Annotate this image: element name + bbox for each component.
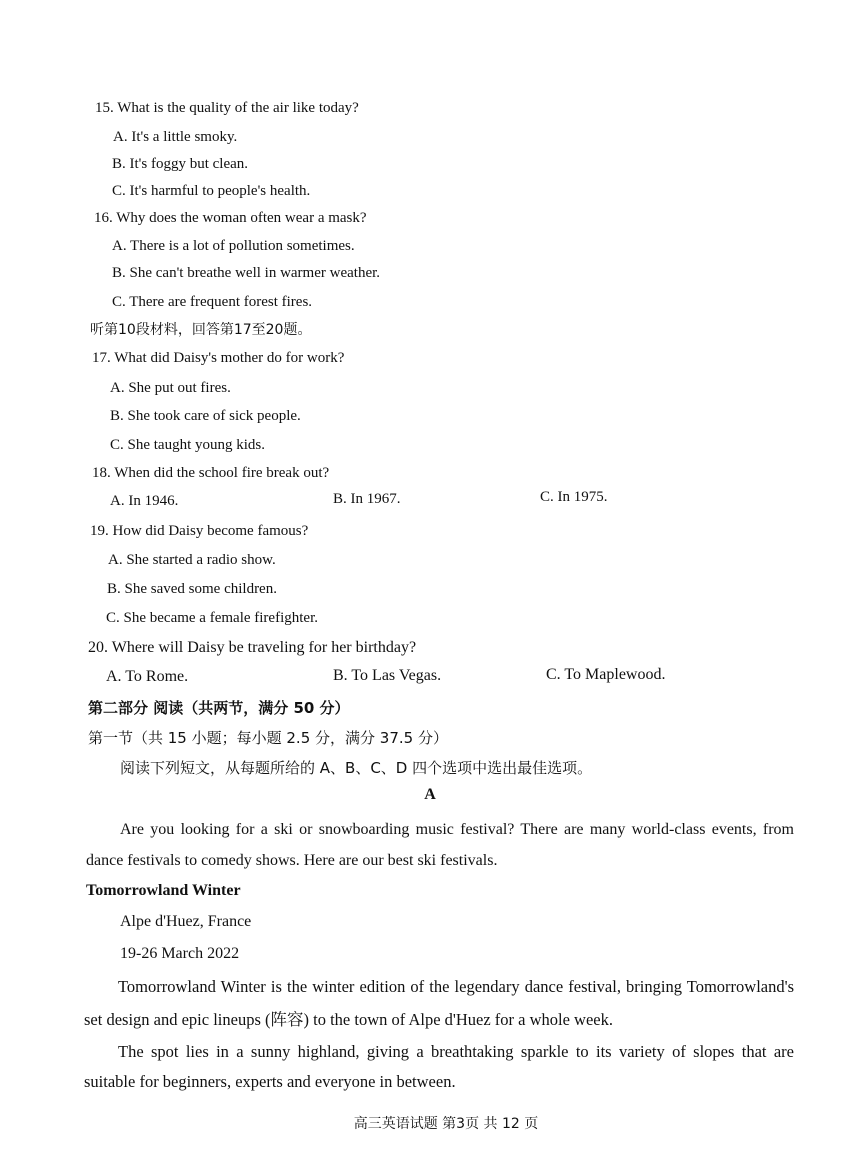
- question-20-option-c: C. To Maplewood.: [546, 666, 666, 683]
- question-20-option-a: A. To Rome.: [106, 668, 189, 685]
- question-18-stem: 18. When did the school fire break out?: [92, 465, 330, 481]
- question-19-option-b: B. She saved some children.: [107, 581, 277, 597]
- question-16-option-c: C. There are frequent forest fires.: [112, 294, 313, 310]
- passage-label: A: [424, 786, 436, 803]
- question-15-stem: 15. What is the quality of the air like today?: [95, 100, 359, 116]
- question-15-option-a: A. It's a little smoky.: [113, 129, 238, 145]
- question-19-stem: 19. How did Daisy become famous?: [90, 523, 309, 539]
- question-18-option-b: B. In 1967.: [333, 491, 401, 507]
- question-16-option-a: A. There is a lot of pollution sometimes.: [112, 238, 355, 254]
- part-2-title: 第二部分 阅读（共两节，满分 50 分）: [88, 699, 350, 717]
- question-18-option-c: C. In 1975.: [540, 489, 608, 505]
- question-17-option-b: B. She took care of sick people.: [110, 408, 301, 424]
- question-15-option-b: B. It's foggy but clean.: [112, 156, 249, 172]
- passage-paragraph-1: Tomorrowland Winter is the winter edition of the legendary dance festival, bringing Tomorrowland's set design and epic lineups (阵容) to the town of Alpe d'Huez for a whole week.: [84, 977, 794, 1029]
- question-18-option-a: A. In 1946.: [110, 493, 179, 509]
- passage-paragraph-2: The spot lies in a sunny highland, giving a breathtaking sparkle to its variety of slopes that are suitable for beginners, experts and everyone in between.: [84, 1042, 794, 1091]
- part-2-instruction: 阅读下列短文，从每题所给的 A、B、C、D 四个选项中选出最佳选项。: [120, 759, 593, 777]
- section-10-instruction: 听第10段材料，回答第17至20题。: [90, 322, 312, 338]
- question-17-stem: 17. What did Daisy's mother do for work?: [92, 350, 345, 366]
- festival-dates: 19-26 March 2022: [120, 945, 240, 962]
- question-15-option-c: C. It's harmful to people's health.: [112, 183, 311, 199]
- question-17-option-a: A. She put out fires.: [110, 380, 231, 396]
- passage-intro: Are you looking for a ski or snowboarding music festival? There are many world-class events, from dance festivals to comedy shows. Here are our best ski festivals.: [86, 821, 794, 869]
- question-20-stem: 20. Where will Daisy be traveling for her birthday?: [88, 639, 417, 656]
- question-20-option-b: B. To Las Vegas.: [333, 667, 442, 684]
- question-17-option-c: C. She taught young kids.: [110, 437, 266, 453]
- part-2-section-1: 第一节（共 15 小题；每小题 2.5 分，满分 37.5 分）: [88, 729, 448, 747]
- festival-name: Tomorrowland Winter: [86, 882, 241, 899]
- page-footer: 高三英语试题 第3页 共 12 页: [353, 1116, 539, 1132]
- question-19-option-c: C. She became a female firefighter.: [106, 610, 318, 626]
- question-19-option-a: A. She started a radio show.: [108, 552, 276, 568]
- question-16-option-b: B. She can't breathe well in warmer weather.: [112, 265, 381, 281]
- question-16-stem: 16. Why does the woman often wear a mask?: [94, 210, 367, 226]
- festival-location: Alpe d'Huez, France: [120, 913, 252, 930]
